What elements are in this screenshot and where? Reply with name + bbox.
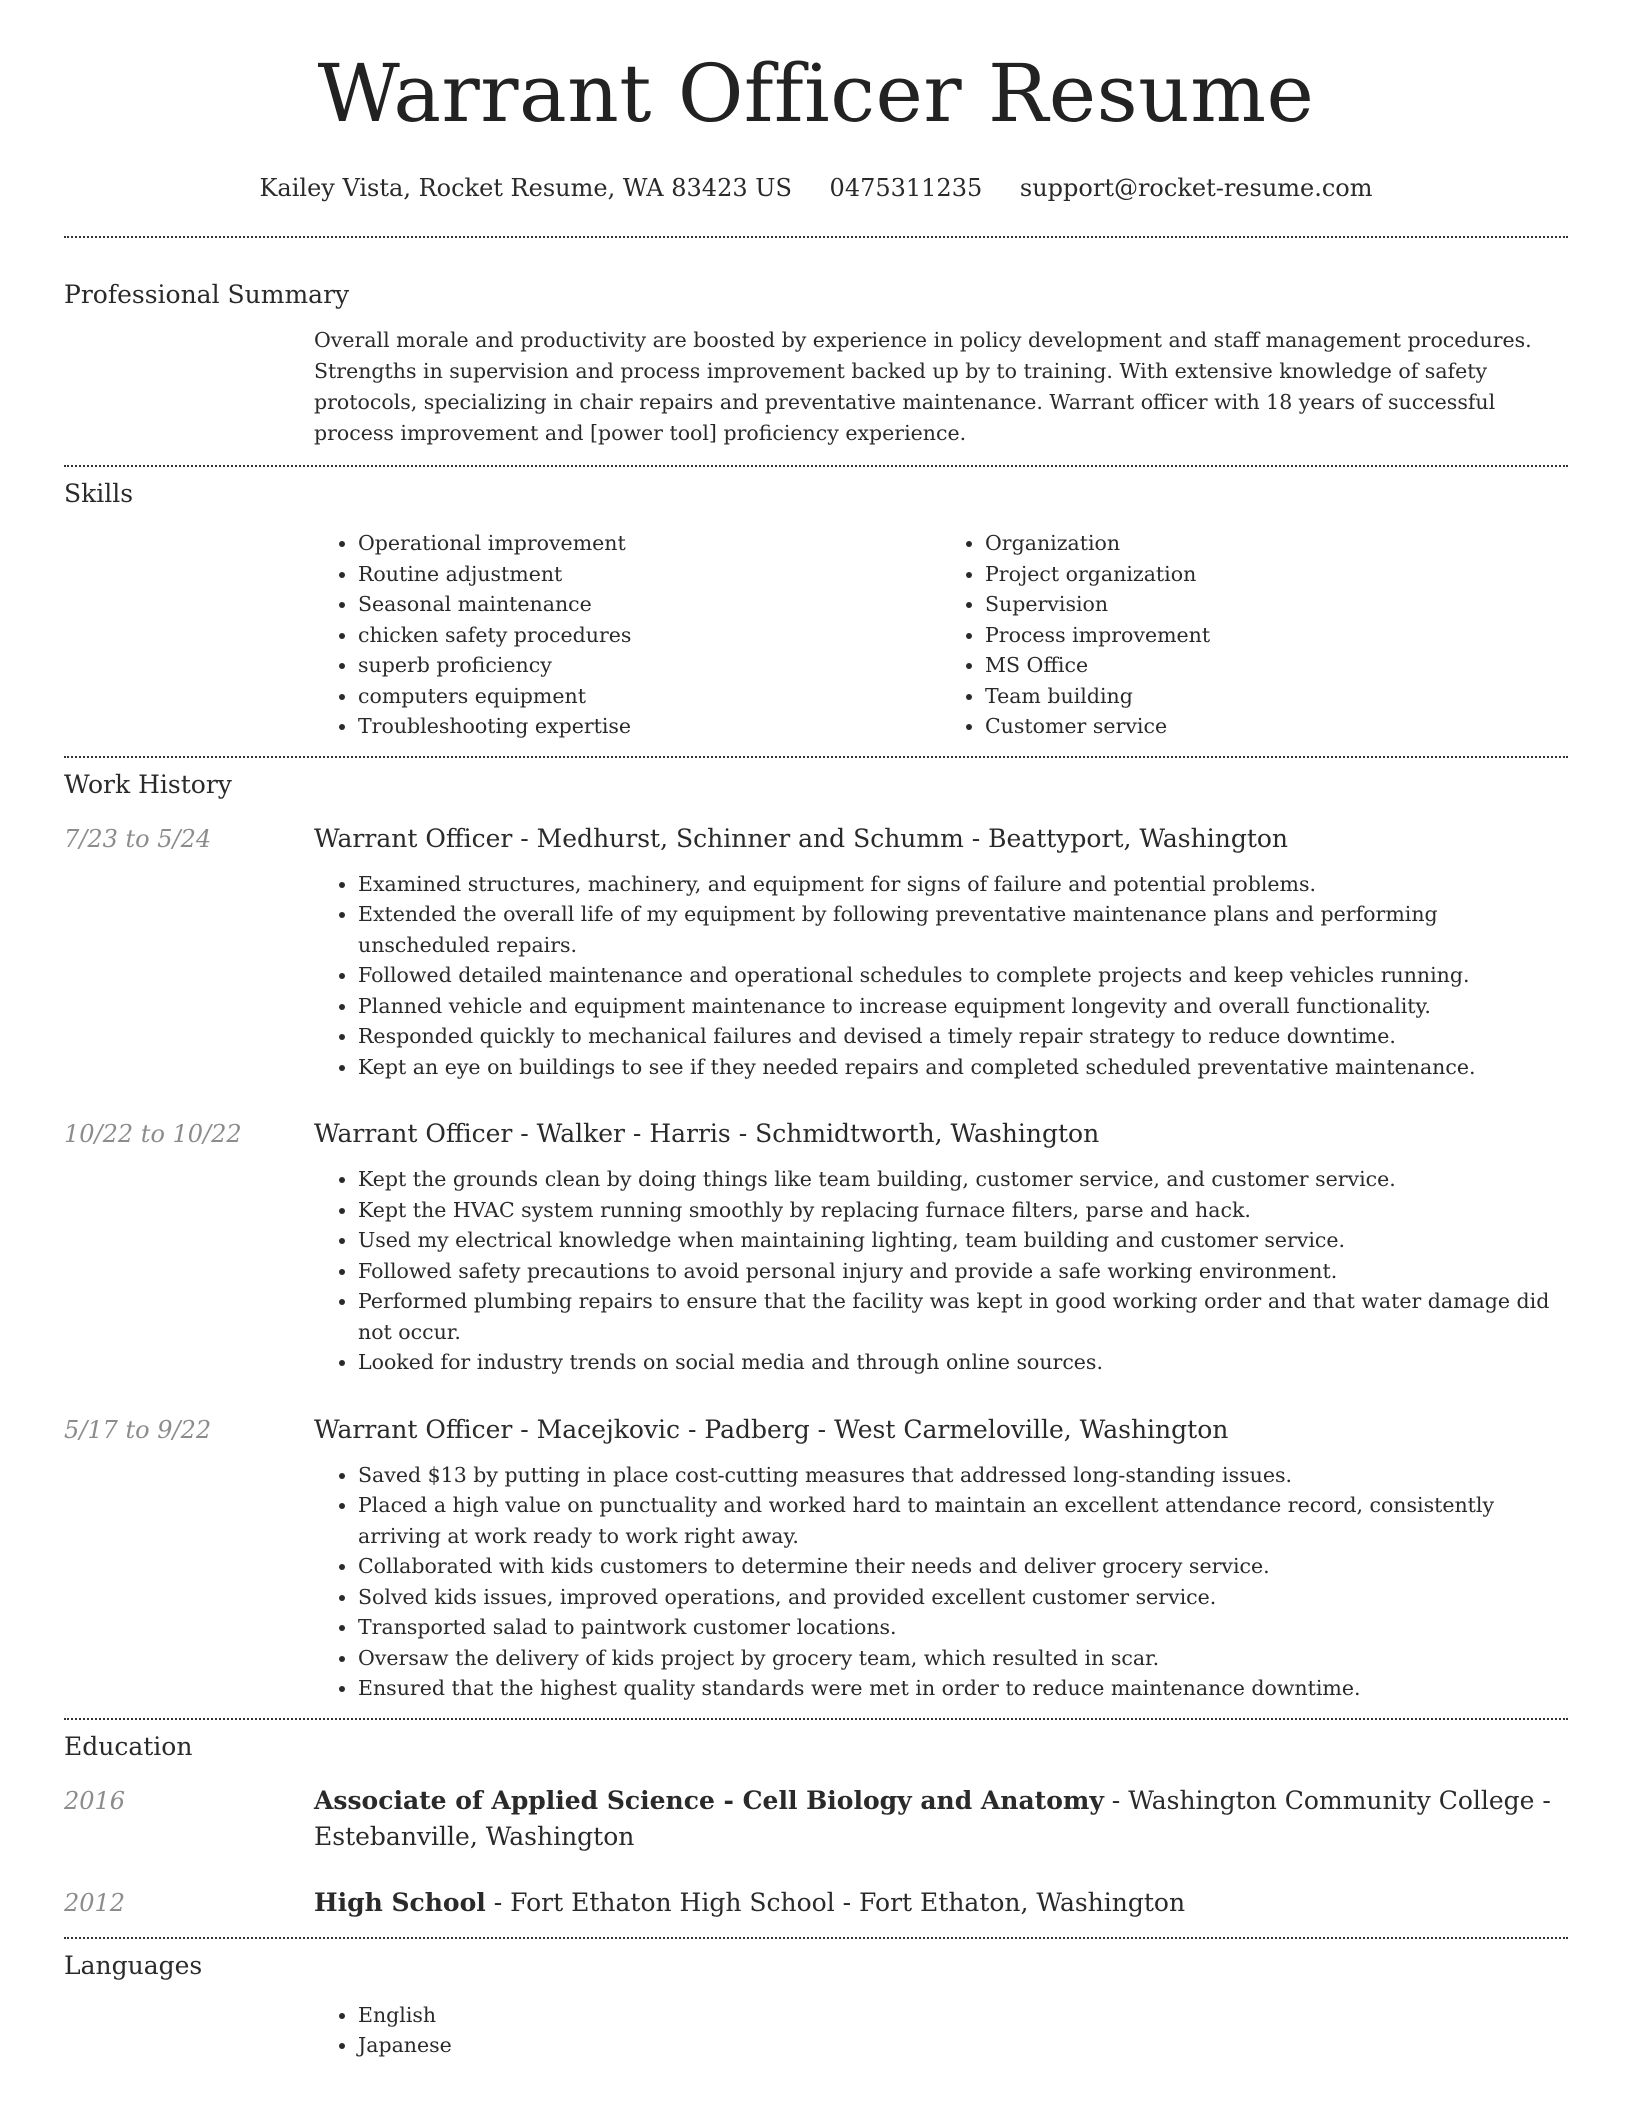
skill-item: • chicken safety procedures bbox=[358, 620, 941, 651]
contact-line bbox=[64, 174, 1568, 202]
summary-section bbox=[64, 238, 1568, 465]
skill-item: • computers equipment bbox=[358, 681, 941, 712]
education-section bbox=[64, 1720, 1568, 1761]
job-bullet: • Responded quickly to mechanical failures and devised a timely repair strategy to reduce downtime. bbox=[358, 1021, 1568, 1052]
page-title: Warrant Officer Resume bbox=[317, 47, 1315, 140]
job-bullet: • Used my electrical knowledge when maintaining lighting, team building and customer service. bbox=[358, 1225, 1568, 1256]
job-bullet: • Followed safety precautions to avoid personal injury and provide a safe working environment. bbox=[358, 1256, 1568, 1287]
skill-item: • Troubleshooting expertise bbox=[358, 711, 941, 742]
skill-item: • Operational improvement bbox=[358, 528, 941, 559]
job-bullet: • Performed plumbing repairs to ensure that the facility was kept in good working order and that water damage did not occur. bbox=[358, 1286, 1568, 1347]
job-bullet: • Oversaw the delivery of kids project by grocery team, which resulted in scar. bbox=[358, 1643, 1568, 1674]
skill-item: • Supervision bbox=[985, 589, 1568, 620]
education-year: 2012 bbox=[64, 1888, 126, 1917]
language-item: • Japanese bbox=[358, 2030, 1568, 2061]
skill-item: • Process improvement bbox=[985, 620, 1568, 651]
skill-item: • MS Office bbox=[985, 650, 1568, 681]
summary-heading: Professional Summary bbox=[64, 280, 350, 309]
job-bullets bbox=[314, 869, 1568, 1083]
skill-item: • Team building bbox=[985, 681, 1568, 712]
contact-address: Kailey Vista, Rocket Resume, WA 83423 US bbox=[259, 174, 792, 202]
job-bullets bbox=[314, 1164, 1568, 1378]
skill-item: • Routine adjustment bbox=[358, 559, 941, 590]
skills-section bbox=[64, 467, 1568, 756]
job-entry bbox=[64, 821, 1568, 1083]
education-entry bbox=[64, 1783, 1568, 1855]
job-bullet: • Extended the overall life of my equipment by following preventative maintenance plans and performing unscheduled repairs. bbox=[358, 899, 1568, 960]
education-school: - Washington Community College - Estebanville, Washington bbox=[314, 1785, 1551, 1851]
job-bullet: • Placed a high value on punctuality and worked hard to maintain an excellent attendance record, consistently arriving at work ready to work right away. bbox=[358, 1490, 1568, 1551]
skills-left-column bbox=[314, 528, 941, 742]
work-heading: Work History bbox=[64, 769, 232, 799]
skills-list bbox=[314, 528, 1568, 742]
job-bullet: • Saved $13 by putting in place cost-cutting measures that addressed long-standing issues. bbox=[358, 1460, 1568, 1491]
contact-phone: 0475311235 bbox=[829, 174, 983, 202]
job-bullet: • Transported salad to paintwork customer locations. bbox=[358, 1612, 1568, 1643]
job-title: Warrant Officer - Medhurst, Schinner and Schumm - Beattyport, Washington bbox=[314, 823, 1289, 853]
education-details bbox=[314, 1783, 1568, 1855]
job-bullet: • Followed detailed maintenance and operational schedules to complete projects and keep vehicles running. bbox=[358, 960, 1568, 991]
skills-heading: Skills bbox=[64, 479, 134, 508]
job-bullet: • Planned vehicle and equipment maintenance to increase equipment longevity and overall functionality. bbox=[358, 991, 1568, 1022]
skill-item: • Seasonal maintenance bbox=[358, 589, 941, 620]
education-entry bbox=[64, 1885, 1568, 1921]
languages-section bbox=[64, 1939, 1568, 2061]
education-school: - Fort Ethaton High School - Fort Ethaton, Washington bbox=[485, 1887, 1186, 1917]
job-bullets bbox=[314, 1460, 1568, 1704]
job-dates: 5/17 to 9/22 bbox=[64, 1415, 212, 1444]
skill-item: • Customer service bbox=[985, 711, 1568, 742]
education-degree: High School bbox=[314, 1887, 486, 1917]
job-title: Warrant Officer - Walker - Harris - Schmidtworth, Washington bbox=[314, 1119, 1100, 1148]
education-details bbox=[314, 1885, 1568, 1921]
skill-item: • superb proficiency bbox=[358, 650, 941, 681]
skills-right-column bbox=[941, 528, 1568, 742]
job-entry bbox=[64, 1116, 1568, 1378]
job-dates: 10/22 to 10/22 bbox=[64, 1120, 242, 1148]
job-bullet: • Kept the HVAC system running smoothly by replacing furnace filters, parse and hack. bbox=[358, 1195, 1568, 1226]
skill-item: • Organization bbox=[985, 528, 1568, 559]
contact-email: support@rocket-resume.com bbox=[1019, 174, 1373, 202]
education-year: 2016 bbox=[64, 1786, 126, 1815]
languages-list bbox=[314, 2000, 1568, 2061]
work-section bbox=[64, 758, 1568, 799]
job-bullet: • Collaborated with kids customers to determine their needs and deliver grocery service. bbox=[358, 1551, 1568, 1582]
languages-bullets bbox=[314, 2000, 1568, 2061]
language-item: • English bbox=[358, 2000, 1568, 2031]
job-bullet: • Solved kids issues, improved operations, and provided excellent customer service. bbox=[358, 1582, 1568, 1613]
job-bullet: • Kept an eye on buildings to see if they needed repairs and completed scheduled preventative maintenance. bbox=[358, 1052, 1568, 1083]
skill-item: • Project organization bbox=[985, 559, 1568, 590]
job-bullet: • Kept the grounds clean by doing things like team building, customer service, and customer service. bbox=[358, 1164, 1568, 1195]
languages-heading: Languages bbox=[64, 1950, 203, 1980]
job-dates: 7/23 to 5/24 bbox=[64, 824, 212, 853]
summary-text: Overall morale and productivity are boosted by experience in policy development and staff management procedures. Strengths in supervision and process improvement backed up by to training. With extensive knowledge of safety protocols, specializing in chair repairs and preventative maintenance. Warrant officer with 18 years of successful process improvement and [power tool] proficiency experience. bbox=[314, 328, 1532, 445]
job-entry bbox=[64, 1412, 1568, 1704]
education-heading: Education bbox=[64, 1731, 193, 1761]
job-bullet: • Looked for industry trends on social media and through online sources. bbox=[358, 1347, 1568, 1378]
education-degree: Associate of Applied Science - Cell Biology and Anatomy bbox=[314, 1785, 1104, 1815]
job-bullet: • Examined structures, machinery, and equipment for signs of failure and potential problems. bbox=[358, 869, 1568, 900]
job-bullet: • Ensured that the highest quality standards were met in order to reduce maintenance downtime. bbox=[358, 1673, 1568, 1704]
job-title: Warrant Officer - Macejkovic - Padberg - West Carmeloville, Washington bbox=[314, 1414, 1229, 1444]
